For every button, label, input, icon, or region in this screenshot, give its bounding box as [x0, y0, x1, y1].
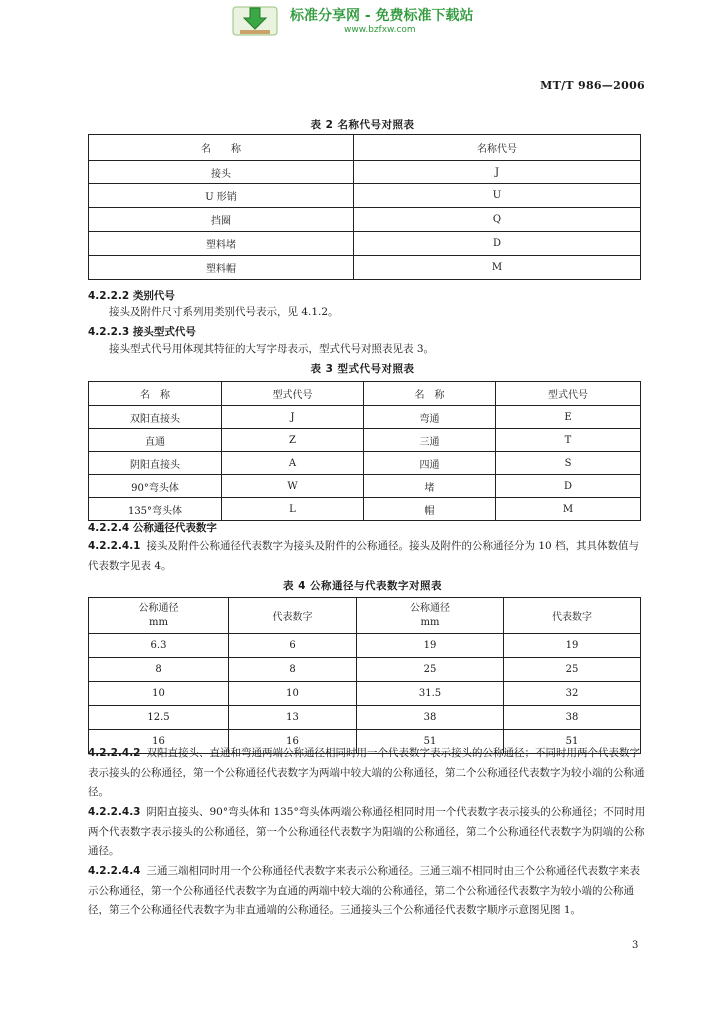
paragraph-42241 [88, 537, 648, 576]
table-cell: D [496, 475, 641, 498]
table-cell: 堵 [364, 475, 496, 498]
document-number: MT/T 986—2006 [540, 79, 645, 92]
table-cell: U 形销 [89, 184, 354, 208]
paragraph-42242 [88, 744, 648, 803]
table-row [89, 184, 641, 208]
table-cell: 51 [504, 730, 641, 754]
banner-title[interactable]: 标准分享网 - 免费标准下载站 [290, 8, 474, 24]
table-cell: J [222, 406, 364, 429]
table-cell: 帽 [364, 498, 496, 521]
paragraph-42244 [88, 862, 648, 921]
table-header-row [89, 382, 641, 406]
paragraph-42243 [88, 803, 648, 862]
table-header-row [89, 598, 641, 634]
table-header-cell [89, 598, 229, 634]
paragraph-number: 4.2.2.4.1 [88, 540, 141, 552]
table-header-cell: 名称代号 [354, 135, 641, 161]
table-cell: 32 [504, 682, 641, 706]
table-cell: 16 [89, 730, 229, 754]
header-unit: mm [420, 616, 440, 628]
table-header-cell: 名 称 [89, 382, 222, 406]
paragraph-number: 4.2.2.4.4 [88, 865, 141, 877]
table-cell: M [354, 256, 641, 280]
table-cell: 直通 [89, 429, 222, 452]
table-cell: 塑料堵 [89, 232, 354, 256]
paragraph-text: 接头及附件公称通径代表数字为接头及附件的公称通径。接头及附件的公称通径分为 10 档，其具体数值与代表数字见表 4。 [88, 540, 640, 572]
section-text-4222: 接头及附件尺寸系列用类别代号表示，见 4.1.2。 [109, 306, 339, 318]
banner-url[interactable]: www.bzfxw.com [344, 25, 416, 35]
paragraph-number: 4.2.2.4.2 [88, 747, 141, 759]
table-header-cell: 名 称 [89, 135, 354, 161]
download-arrow-icon [232, 4, 278, 38]
table-row [89, 232, 641, 256]
table-cell: E [496, 406, 641, 429]
table2-caption: 表 2 名称代号对照表 [310, 119, 415, 131]
table-cell: 弯通 [364, 406, 496, 429]
table-cell: L [222, 498, 364, 521]
table-row [89, 161, 641, 184]
table-cell: J [354, 161, 641, 184]
table-cell: 51 [357, 730, 504, 754]
header-label: 代表数字 [552, 612, 592, 623]
site-banner[interactable] [232, 4, 502, 38]
table-row [89, 429, 641, 452]
section-heading-4224: 4.2.2.4 公称通径代表数字 [88, 522, 217, 534]
table-row [89, 208, 641, 232]
table-cell: 13 [229, 706, 357, 730]
table-cell: 19 [504, 634, 641, 658]
table-row [89, 682, 641, 706]
table-cell: W [222, 475, 364, 498]
table2 [88, 134, 641, 280]
table-cell: S [496, 452, 641, 475]
table-cell: 25 [357, 658, 504, 682]
table-cell: 38 [357, 706, 504, 730]
table-cell: 16 [229, 730, 357, 754]
table-cell: Z [222, 429, 364, 452]
table-header-cell [504, 598, 641, 634]
header-label: 公称通径 [410, 602, 450, 614]
table4-caption: 表 4 公称通径与代表数字对照表 [282, 580, 443, 592]
paragraph-text: 三通三端相同时用一个公称通径代表数字来表示公称通径。三通三端不相同时由三个公称通径代表数字来表示公称通径，第一个公称通径代表数字为直通的两端中较大端的公称通径，第二个公称通径代表数字为较小端的公称通径，第三个公称通径代表数字为非直通端的公称通径。三通接头三个公称通径代表数字顺序示意图见图 1。 [88, 865, 640, 916]
section-text-4223: 接头型式代号用体现其特征的大写字母表示，型式代号对照表见表 3。 [109, 343, 435, 355]
table-cell: 双阳直接头 [89, 406, 222, 429]
table-header-cell: 名 称 [364, 382, 496, 406]
table3 [88, 381, 641, 521]
header-label: 公称通径 [138, 602, 179, 614]
table-header-cell: 型式代号 [222, 382, 364, 406]
table-header-cell [357, 598, 504, 634]
paragraph-number: 4.2.2.4.3 [88, 806, 141, 818]
table-cell: A [222, 452, 364, 475]
table-cell: 接头 [89, 161, 354, 184]
table-row [89, 706, 641, 730]
table-cell: D [354, 232, 641, 256]
table-cell: 阴阳直接头 [89, 452, 222, 475]
table-cell: 135°弯头体 [89, 498, 222, 521]
table-cell: U [354, 184, 641, 208]
section-heading-4222: 4.2.2.2 类别代号 [88, 290, 175, 302]
table-cell: 挡圈 [89, 208, 354, 232]
table-cell: Q [354, 208, 641, 232]
table-row [89, 475, 641, 498]
table4 [88, 597, 641, 754]
table-cell: 25 [504, 658, 641, 682]
table-header-cell [229, 598, 357, 634]
table-header-row [89, 135, 641, 161]
table-cell: 8 [229, 658, 357, 682]
table-row [89, 256, 641, 280]
table-cell: 31.5 [357, 682, 504, 706]
table-row [89, 452, 641, 475]
table-cell: 三通 [364, 429, 496, 452]
table3-caption: 表 3 型式代号对照表 [310, 363, 415, 375]
table-cell: T [496, 429, 641, 452]
table-cell: 38 [504, 706, 641, 730]
paragraph-text: 双阳直接头、直通和弯通两端公称通径相同时用一个代表数字表示接头的公称通径；不同时用两个代表数字表示接头的公称通径，第一个公称通径代表数字为两端中较大端的公称通径，第二个公称通径代表数字为较小端的公称通径。 [88, 747, 645, 798]
table-row [89, 498, 641, 521]
table-cell: 19 [357, 634, 504, 658]
table-cell: 10 [229, 682, 357, 706]
table-header-cell: 型式代号 [496, 382, 641, 406]
table-cell: 12.5 [89, 706, 229, 730]
table-cell: 8 [89, 658, 229, 682]
table-cell: 10 [89, 682, 229, 706]
paragraph-text: 阴阳直接头、90°弯头体和 135°弯头体两端公称通径相同时用一个代表数字表示接头的公称通径；不同时用两个代表数字表示接头的公称通径，第一个公称通径代表数字为阳端的公称通径，第二个公称通径代表数字为阴端的公称通径。 [88, 806, 646, 857]
table-cell: 塑料帽 [89, 256, 354, 280]
section-heading-4223: 4.2.2.3 接头型式代号 [88, 326, 196, 338]
page-number: 3 [632, 940, 639, 951]
table-cell: M [496, 498, 641, 521]
table-cell: 6 [229, 634, 357, 658]
table-cell: 6.3 [89, 634, 229, 658]
header-label: 代表数字 [272, 612, 313, 623]
table-row [89, 658, 641, 682]
table-row [89, 406, 641, 429]
table-cell: 四通 [364, 452, 496, 475]
header-unit: mm [149, 616, 168, 628]
table-row [89, 634, 641, 658]
table-cell: 90°弯头体 [89, 475, 222, 498]
